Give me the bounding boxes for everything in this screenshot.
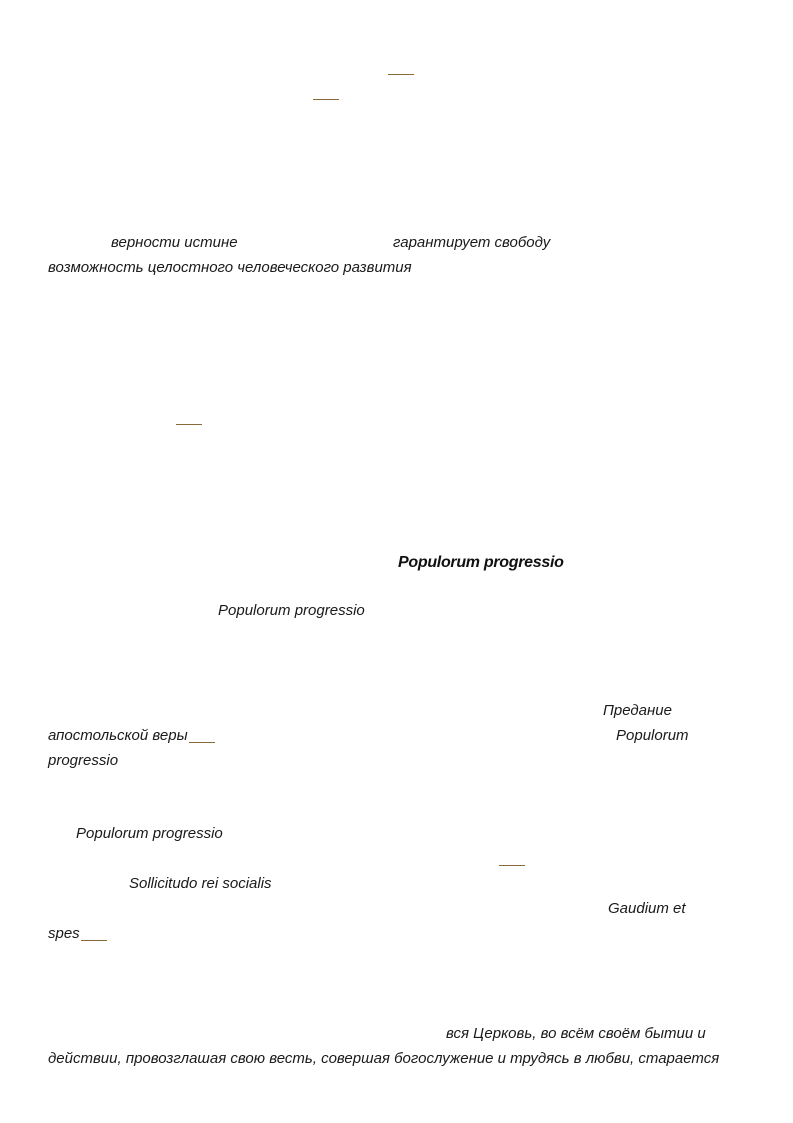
footnote-mark[interactable]: [313, 99, 339, 100]
text-fragment: [48, 925, 107, 943]
text-fragment: вся Церковь, во всём своём бытии и: [446, 1025, 706, 1042]
text-fragment: Sollicitudo rei socialis: [129, 875, 272, 892]
text-fragment: [48, 727, 215, 745]
footnote-mark[interactable]: [81, 940, 107, 941]
text-fragment: progressio: [48, 752, 119, 769]
text-fragment: действии, провозглашая свою весть, совершая богослужение и трудясь в любви, старается: [48, 1050, 720, 1067]
text-fragment-label: spes: [48, 925, 80, 942]
text-fragment: Populorum: [616, 727, 689, 744]
footnote-mark[interactable]: [499, 865, 525, 866]
footnote-mark[interactable]: [388, 74, 414, 75]
text-fragment: верности истине: [111, 234, 238, 251]
text-fragment: Populorum progressio: [76, 825, 223, 842]
footnote-mark[interactable]: [176, 424, 202, 425]
text-fragment: Populorum progressio: [218, 602, 365, 619]
footnote-mark[interactable]: [189, 742, 215, 743]
text-fragment-label: апостольской веры: [48, 727, 188, 744]
section-heading: Populorum progressio: [398, 554, 564, 571]
text-fragment: Gaudium et: [608, 900, 686, 917]
text-fragment: Предание: [603, 702, 672, 719]
text-fragment: возможность целостного человеческого развития: [48, 259, 412, 276]
text-fragment: гарантирует свободу: [393, 234, 551, 251]
